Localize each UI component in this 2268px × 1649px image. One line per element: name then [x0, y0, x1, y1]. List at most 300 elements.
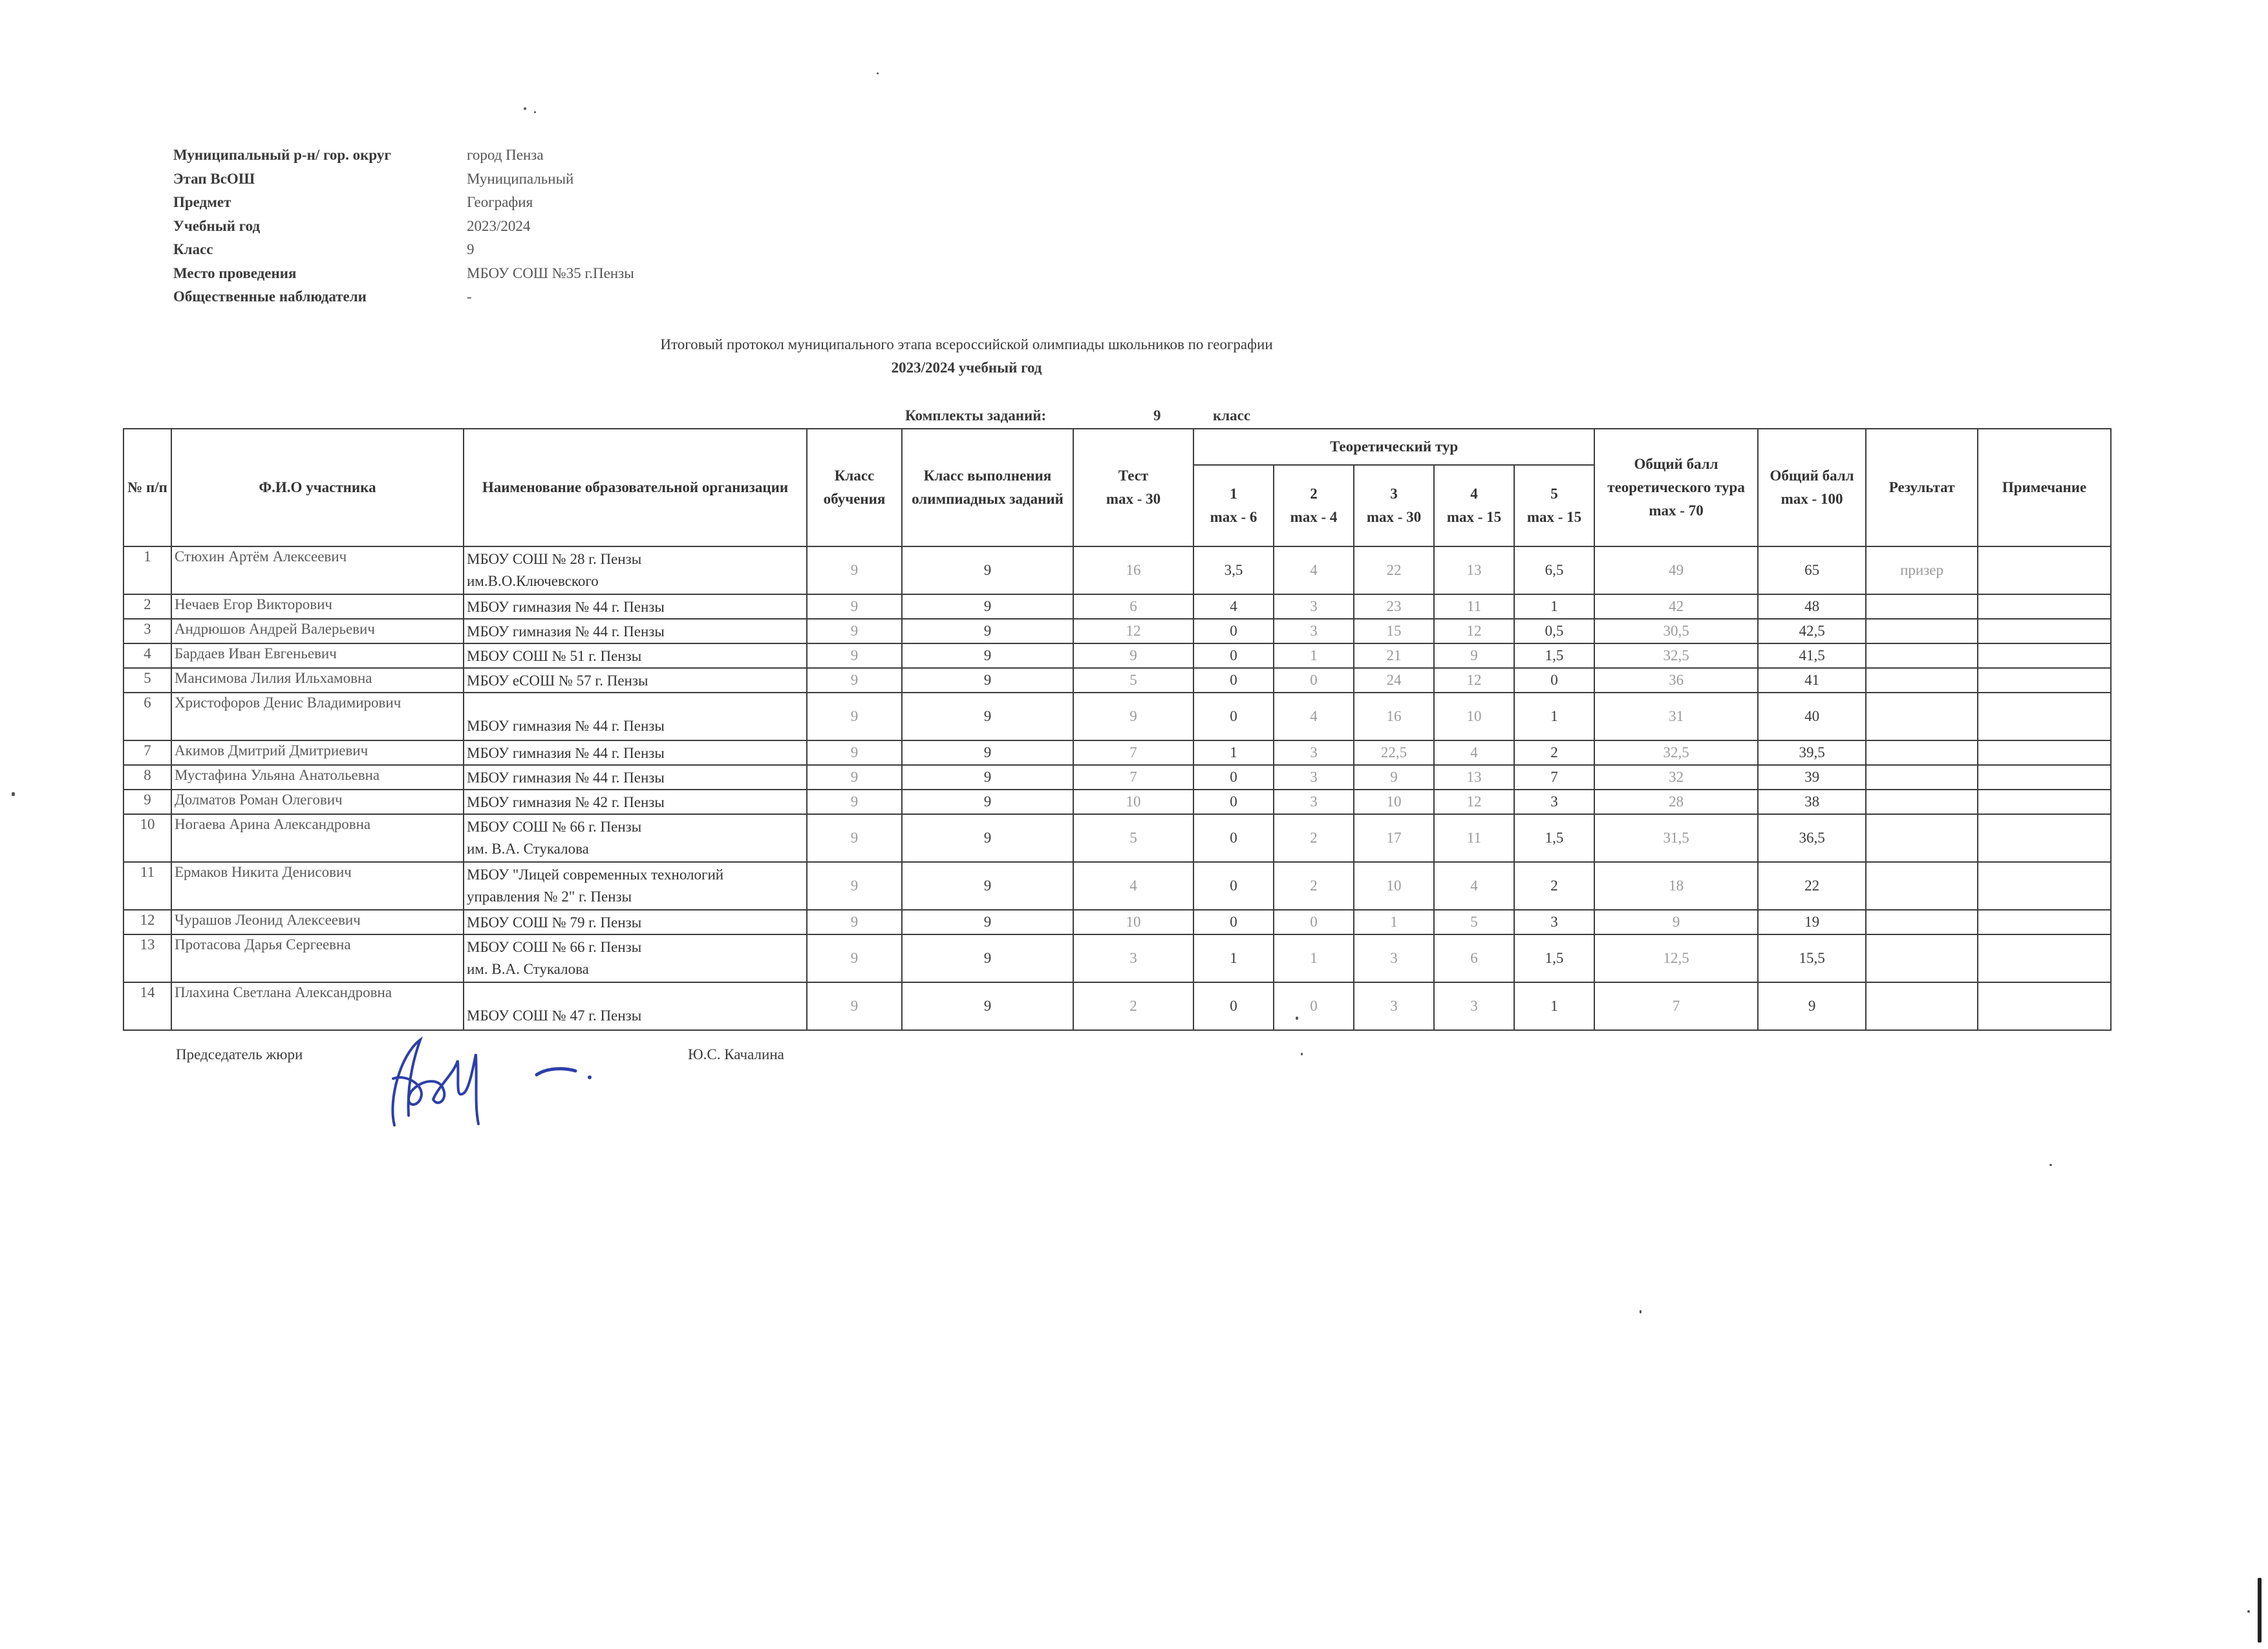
result [1866, 643, 1978, 668]
meta-value: География [467, 194, 533, 211]
task-5-score: 1 [1514, 982, 1594, 1030]
organization [464, 910, 807, 934]
table-row [123, 740, 2111, 765]
total-score: 15,5 [1758, 934, 1866, 982]
note [1978, 910, 2111, 934]
header-task-1 [1193, 465, 1274, 546]
result [1866, 594, 1978, 619]
task-1-score: 0 [1193, 643, 1274, 668]
task-5-score: 0 [1514, 668, 1594, 693]
organization [464, 982, 807, 1030]
theory-total-score: 31,5 [1594, 814, 1758, 862]
row-number: 1 [123, 546, 171, 594]
theory-total-score: 7 [1594, 982, 1758, 1030]
total-score: 40 [1758, 693, 1866, 740]
task-2-score: 2 [1274, 814, 1354, 862]
organization [464, 862, 807, 910]
class-tasks: 9 [902, 790, 1073, 814]
participant-name: Чурашов Леонид Алексеевич [171, 910, 464, 934]
organization-line-1: МБОУ СОШ № 47 г. Пензы [467, 1008, 642, 1024]
organization [464, 934, 807, 982]
task-5-score: 1 [1514, 693, 1594, 740]
task-3-score: 3 [1354, 934, 1434, 982]
task-1-score: 0 [1193, 765, 1274, 790]
total-score: 39,5 [1758, 740, 1866, 765]
header-task-5 [1514, 465, 1594, 546]
theory-total-score: 9 [1594, 910, 1758, 934]
organization [464, 546, 807, 594]
participant-name: Ермаков Никита Денисович [171, 862, 464, 910]
note [1978, 790, 2111, 814]
header-fio: Ф.И.О участника [171, 429, 464, 546]
scan-edge-mark [2258, 1578, 2262, 1643]
organization-line-2: им.В.О.Ключевского [467, 573, 599, 589]
header-num: № п/п [123, 429, 171, 546]
row-number: 3 [123, 619, 171, 643]
row-number: 2 [123, 594, 171, 619]
task-5-score: 2 [1514, 740, 1594, 765]
participant-name: Долматов Роман Олегович [171, 790, 464, 814]
task-3-score: 16 [1354, 693, 1434, 740]
table-row [123, 934, 2111, 982]
meta-label: Учебный год [173, 217, 261, 234]
class-study: 9 [807, 740, 902, 765]
task-2-num: 2 [1310, 486, 1318, 502]
row-number: 8 [123, 765, 171, 790]
class-tasks: 9 [902, 740, 1073, 765]
total-score: 9 [1758, 982, 1866, 1030]
table-row [123, 693, 2111, 740]
note [1978, 765, 2111, 790]
note [1978, 594, 2111, 619]
task-1-score: 0 [1193, 910, 1274, 934]
theory-total-score: 12,5 [1594, 934, 1758, 982]
meta-value: МБОУ СОШ №35 г.Пензы [467, 264, 634, 281]
speck [2049, 1164, 2052, 1166]
total-score: 41,5 [1758, 643, 1866, 668]
organization-line-1: МБОУ гимназия № 42 г. Пензы [467, 794, 665, 810]
task-4-score: 12 [1434, 790, 1514, 814]
total-score: 36,5 [1758, 814, 1866, 862]
result [1866, 790, 1978, 814]
task-4-score: 13 [1434, 546, 1514, 594]
result [1866, 862, 1978, 910]
task-1-score: 3,5 [1193, 546, 1274, 594]
task-4-score: 11 [1434, 594, 1514, 619]
task-3-score: 23 [1354, 594, 1434, 619]
task-1-max: max - 6 [1210, 509, 1257, 525]
participant-name: Христофоров Денис Владимирович [171, 693, 464, 740]
theory-total-score: 36 [1594, 668, 1758, 693]
class-study: 9 [807, 546, 902, 594]
class-study: 9 [807, 982, 902, 1030]
header-theory-total [1594, 429, 1758, 546]
meta-row [173, 191, 634, 215]
header-class-tasks: Класс выполнения олимпиадных заданий [902, 429, 1073, 546]
task-4-num: 4 [1470, 486, 1478, 502]
participant-name: Мустафина Ульяна Анатольевна [171, 765, 464, 790]
task-3-score: 17 [1354, 814, 1434, 862]
table-row [123, 546, 2111, 594]
total-score: 38 [1758, 790, 1866, 814]
theory-total-score: 32,5 [1594, 740, 1758, 765]
test-score: 9 [1073, 643, 1193, 668]
meta-value: 2023/2024 [467, 217, 531, 234]
organization-line-1: МБОУ гимназия № 44 г. Пензы [467, 623, 665, 640]
task-2-score: 3 [1274, 594, 1354, 619]
task-3-score: 3 [1354, 982, 1434, 1030]
header-result: Результат [1866, 429, 1978, 546]
header-test-max: max - 30 [1106, 491, 1161, 507]
note [1978, 982, 2111, 1030]
task-4-score: 6 [1434, 934, 1514, 982]
total-score: 39 [1758, 765, 1866, 790]
task-5-score: 6,5 [1514, 546, 1594, 594]
organization-line-1: МБОУ гимназия № 44 г. Пензы [467, 770, 665, 786]
task-4-max: max - 15 [1446, 509, 1502, 525]
table-row [123, 814, 2111, 862]
task-4-score: 4 [1434, 740, 1514, 765]
row-number: 11 [123, 862, 171, 910]
test-score: 5 [1073, 668, 1193, 693]
task-3-num: 3 [1390, 486, 1398, 502]
task-5-score: 1 [1514, 594, 1594, 619]
participant-name: Плахина Светлана Александровна [171, 982, 464, 1030]
test-score: 3 [1073, 934, 1193, 982]
task-2-score: 2 [1274, 862, 1354, 910]
task-2-score: 0 [1274, 982, 1354, 1030]
meta-row [173, 167, 634, 191]
task-1-score: 1 [1193, 740, 1274, 765]
task-2-max: max - 4 [1290, 509, 1338, 525]
task-1-score: 0 [1193, 790, 1274, 814]
total-score: 41 [1758, 668, 1866, 693]
participant-name: Нечаев Егор Викторович [171, 594, 464, 619]
header-task-3 [1354, 465, 1434, 546]
signature-image [381, 1028, 614, 1132]
meta-rows [173, 144, 634, 309]
protocol-title: Итоговый протокол муниципального этапа всероссийской олимпиады школьников по географии [660, 336, 1273, 352]
speck [2247, 1610, 2250, 1613]
chair-label: Председатель жюри [176, 1046, 303, 1062]
meta-row [173, 215, 634, 239]
task-4-score: 4 [1434, 862, 1514, 910]
organization-line-1: МБОУ СОШ № 51 г. Пензы [467, 648, 642, 664]
header-total [1758, 429, 1866, 546]
kits-label: Комплекты заданий: [905, 407, 1047, 424]
task-2-score: 0 [1274, 910, 1354, 934]
header-total-label: Общий балл [1770, 468, 1854, 484]
total-score: 19 [1758, 910, 1866, 934]
organization-line-1: МБОУ СОШ № 66 г. Пензы [467, 939, 642, 955]
kits-value: 9 [1153, 407, 1161, 424]
organization [464, 668, 807, 693]
organization-line-1: МБОУ СОШ № 66 г. Пензы [467, 819, 642, 835]
row-number: 5 [123, 668, 171, 693]
class-tasks: 9 [902, 668, 1073, 693]
theory-total-score: 32,5 [1594, 643, 1758, 668]
row-number: 6 [123, 693, 171, 740]
row-number: 13 [123, 934, 171, 982]
organization-line-1: МБОУ СОШ № 28 г. Пензы [467, 551, 642, 567]
row-number: 7 [123, 740, 171, 765]
note [1978, 546, 2111, 594]
task-2-score: 3 [1274, 619, 1354, 643]
task-2-score: 3 [1274, 740, 1354, 765]
meta-label: Предмет [173, 194, 231, 211]
task-4-score: 12 [1434, 619, 1514, 643]
row-number: 12 [123, 910, 171, 934]
task-2-score: 3 [1274, 765, 1354, 790]
task-5-score: 1,5 [1514, 814, 1594, 862]
task-2-score: 4 [1274, 693, 1354, 740]
meta-label: Муниципальный р-н/ гор. округ [173, 147, 391, 164]
theory-total-score: 18 [1594, 862, 1758, 910]
note [1978, 862, 2111, 910]
test-score: 5 [1073, 814, 1193, 862]
header-task-2 [1274, 465, 1354, 546]
class-study: 9 [807, 765, 902, 790]
participant-name: Стюхин Артём Алексеевич [171, 546, 464, 594]
meta-label: Место проведения [173, 264, 297, 281]
theory-total-score: 49 [1594, 546, 1758, 594]
total-score: 48 [1758, 594, 1866, 619]
organization-line-2: им. В.А. Стукалова [467, 841, 589, 857]
total-score: 22 [1758, 862, 1866, 910]
note [1978, 668, 2111, 693]
kits-suffix: класс [1213, 407, 1251, 424]
task-2-score: 4 [1274, 546, 1354, 594]
table-row [123, 862, 2111, 910]
meta-value: - [467, 288, 472, 305]
class-tasks: 9 [902, 594, 1073, 619]
task-2-score: 1 [1274, 934, 1354, 982]
class-tasks: 9 [902, 982, 1073, 1030]
speck [12, 792, 15, 796]
organization [464, 814, 807, 862]
meta-label: Класс [173, 241, 213, 258]
result [1866, 740, 1978, 765]
class-study: 9 [807, 643, 902, 668]
class-tasks: 9 [902, 934, 1073, 982]
task-3-score: 22,5 [1354, 740, 1434, 765]
test-score: 7 [1073, 765, 1193, 790]
table-row [123, 619, 2111, 643]
speck [534, 111, 536, 113]
task-1-score: 4 [1193, 594, 1274, 619]
result: призер [1866, 546, 1978, 594]
table-row [123, 910, 2111, 934]
class-tasks: 9 [902, 693, 1073, 740]
header-total-max: max - 100 [1781, 491, 1843, 507]
class-tasks: 9 [902, 862, 1073, 910]
task-5-score: 2 [1514, 862, 1594, 910]
task-1-score: 0 [1193, 693, 1274, 740]
table-row [123, 594, 2111, 619]
task-4-score: 9 [1434, 643, 1514, 668]
header-theory-total-label: Общий балл теоретического тура [1607, 456, 1745, 495]
task-4-score: 11 [1434, 814, 1514, 862]
note [1978, 619, 2111, 643]
organization [464, 765, 807, 790]
result [1866, 693, 1978, 740]
table-body [123, 546, 2111, 1030]
meta-value: город Пенза [467, 147, 544, 164]
task-5-max: max - 15 [1526, 509, 1582, 525]
test-score: 6 [1073, 594, 1193, 619]
result [1866, 765, 1978, 790]
result [1866, 619, 1978, 643]
row-number: 14 [123, 982, 171, 1030]
meta-value: 9 [467, 241, 475, 258]
header-theory-total-max: max - 70 [1649, 502, 1704, 519]
class-tasks: 9 [902, 814, 1073, 862]
result [1866, 668, 1978, 693]
class-tasks: 9 [902, 643, 1073, 668]
task-3-score: 10 [1354, 790, 1434, 814]
organization-line-1: МБОУ гимназия № 44 г. Пензы [467, 718, 665, 734]
test-score: 2 [1073, 982, 1193, 1030]
organization [464, 790, 807, 814]
speck [524, 107, 526, 110]
meta-label: Общественные наблюдатели [173, 288, 367, 305]
class-tasks: 9 [902, 546, 1073, 594]
task-5-score: 1,5 [1514, 643, 1594, 668]
table-row [123, 668, 2111, 693]
note [1978, 740, 2111, 765]
speck [1301, 1053, 1303, 1055]
participant-name: Бардаев Иван Евгеньевич [171, 643, 464, 668]
theory-total-score: 42 [1594, 594, 1758, 619]
task-1-score: 0 [1193, 862, 1274, 910]
organization-line-1: МБОУ СОШ № 79 г. Пензы [467, 914, 642, 931]
organization-line-2: им. В.А. Стукалова [467, 961, 589, 977]
task-5-score: 1,5 [1514, 934, 1594, 982]
meta-label: Этап ВсОШ [173, 170, 255, 187]
class-study: 9 [807, 862, 902, 910]
test-score: 4 [1073, 862, 1193, 910]
row-number: 9 [123, 790, 171, 814]
result [1866, 910, 1978, 934]
theory-total-score: 32 [1594, 765, 1758, 790]
speck [1296, 1017, 1298, 1020]
test-score: 12 [1073, 619, 1193, 643]
task-3-score: 21 [1354, 643, 1434, 668]
task-4-score: 5 [1434, 910, 1514, 934]
header-theory: Теоретический тур [1193, 429, 1594, 465]
organization-line-1: МБОУ "Лицей современных технологий [467, 867, 724, 883]
task-2-score: 0 [1274, 668, 1354, 693]
participant-name: Протасова Дарья Сергеевна [171, 934, 464, 982]
class-study: 9 [807, 934, 902, 982]
task-4-score: 12 [1434, 668, 1514, 693]
header-task-4 [1434, 465, 1514, 546]
class-tasks: 9 [902, 910, 1073, 934]
theory-total-score: 28 [1594, 790, 1758, 814]
header-note: Примечание [1978, 429, 2111, 546]
test-score: 9 [1073, 693, 1193, 740]
academic-year-title: 2023/2024 учебный год [891, 360, 1042, 376]
header-org: Наименование образовательной организации [464, 429, 807, 546]
class-study: 9 [807, 814, 902, 862]
test-score: 10 [1073, 910, 1193, 934]
chair-name: Ю.С. Качалина [688, 1046, 784, 1062]
participant-name: Акимов Дмитрий Дмитриевич [171, 740, 464, 765]
task-4-score: 10 [1434, 693, 1514, 740]
task-5-score: 7 [1514, 765, 1594, 790]
result [1866, 814, 1978, 862]
class-study: 9 [807, 668, 902, 693]
header-class-study: Класс обучения [807, 429, 902, 546]
table-row [123, 765, 2111, 790]
task-1-score: 0 [1193, 814, 1274, 862]
task-1-score: 0 [1193, 982, 1274, 1030]
class-study: 9 [807, 910, 902, 934]
test-score: 10 [1073, 790, 1193, 814]
header-test [1073, 429, 1193, 546]
class-tasks: 9 [902, 619, 1073, 643]
table-row [123, 790, 2111, 814]
task-1-score: 0 [1193, 668, 1274, 693]
task-1-score: 0 [1193, 619, 1274, 643]
table-header [123, 429, 2111, 546]
organization [464, 740, 807, 765]
task-3-score: 22 [1354, 546, 1434, 594]
organization-line-1: МБОУ еСОШ № 57 г. Пензы [467, 673, 648, 689]
organization-line-1: МБОУ гимназия № 44 г. Пензы [467, 599, 665, 615]
results-table [123, 428, 2112, 1031]
task-1-score: 1 [1193, 934, 1274, 982]
theory-total-score: 30,5 [1594, 619, 1758, 643]
speck [1640, 1310, 1642, 1313]
result [1866, 982, 1978, 1030]
meta-row [173, 238, 634, 262]
task-5-score: 3 [1514, 790, 1594, 814]
test-score: 7 [1073, 740, 1193, 765]
class-study: 9 [807, 790, 902, 814]
task-3-max: max - 30 [1366, 509, 1422, 525]
total-score: 65 [1758, 546, 1866, 594]
task-2-score: 1 [1274, 643, 1354, 668]
note [1978, 934, 2111, 982]
task-3-score: 9 [1354, 765, 1434, 790]
row-number: 10 [123, 814, 171, 862]
speck [877, 72, 879, 74]
note [1978, 643, 2111, 668]
task-5-score: 0,5 [1514, 619, 1594, 643]
participant-name: Ногаева Арина Александровна [171, 814, 464, 862]
test-score: 16 [1073, 546, 1193, 594]
task-4-score: 13 [1434, 765, 1514, 790]
task-5-score: 3 [1514, 910, 1594, 934]
participant-name: Мансимова Лилия Ильхамовна [171, 668, 464, 693]
meta-row [173, 285, 634, 309]
protocol-meta [173, 144, 634, 309]
result [1866, 934, 1978, 982]
total-score: 42,5 [1758, 619, 1866, 643]
note [1978, 814, 2111, 862]
table-row [123, 643, 2111, 668]
table-row [123, 982, 2111, 1030]
task-1-num: 1 [1230, 486, 1237, 502]
organization-line-1: МБОУ гимназия № 44 г. Пензы [467, 745, 665, 761]
meta-value: Муниципальный [467, 170, 574, 187]
task-5-num: 5 [1550, 486, 1558, 502]
class-study: 9 [807, 594, 902, 619]
meta-row [173, 144, 634, 167]
organization-line-2: управления № 2" г. Пензы [467, 889, 632, 905]
class-tasks: 9 [902, 765, 1073, 790]
